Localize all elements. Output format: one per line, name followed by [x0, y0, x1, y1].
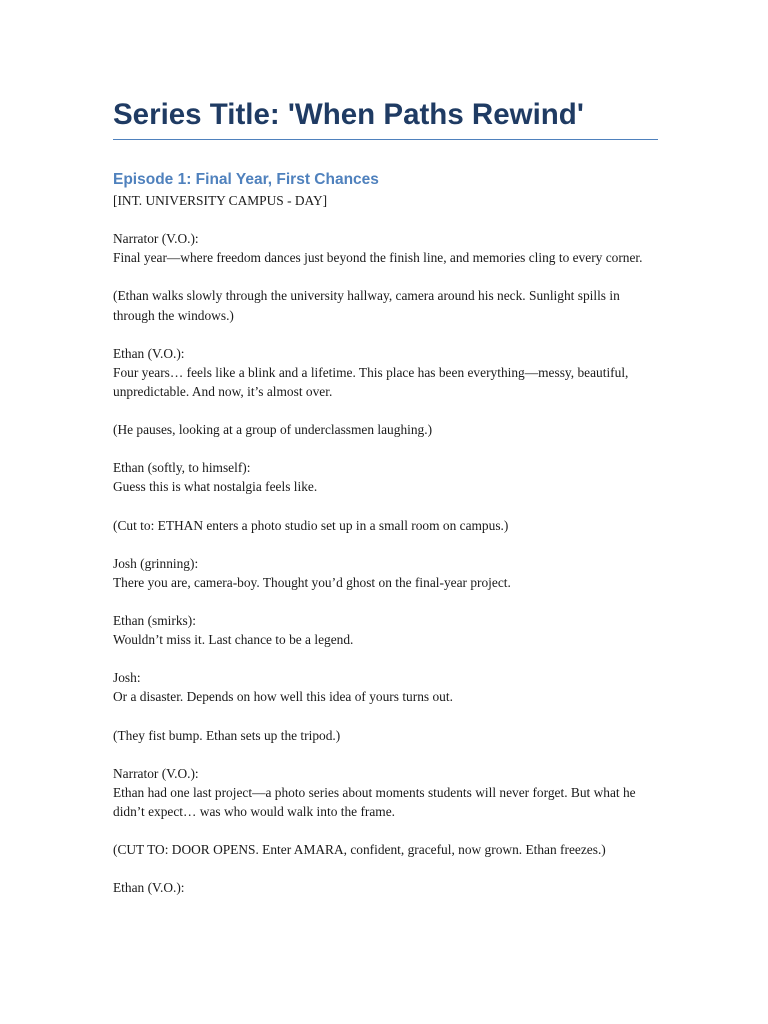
speaker-line: Josh:	[113, 670, 141, 686]
script-paragraph	[113, 554, 658, 592]
speaker-line: Ethan (softly, to himself):	[113, 460, 251, 476]
speaker-line: Ethan (smirks):	[113, 613, 196, 629]
speaker-line: Ethan (V.O.):	[113, 345, 185, 361]
page-title: Series Title: 'When Paths Rewind'	[113, 96, 658, 140]
script-paragraph	[113, 726, 658, 745]
script-paragraph	[113, 458, 658, 496]
script-paragraph	[113, 229, 658, 267]
script-paragraph	[113, 420, 658, 439]
script-paragraph	[113, 611, 658, 649]
script-line: [INT. UNIVERSITY CAMPUS - DAY]	[113, 193, 328, 208]
script-paragraph	[113, 516, 658, 535]
script-paragraph	[113, 286, 658, 324]
speaker-line: Narrator (V.O.):	[113, 765, 199, 781]
script-paragraph	[113, 668, 658, 706]
script-line: There you are, camera-boy. Thought you’d ghost on the final-year project.	[113, 574, 511, 590]
script-line: (Ethan walks slowly through the university hallway, camera around his neck. Sunlight spills in through the windows.)	[113, 288, 620, 323]
script-line: Ethan (V.O.):	[113, 880, 185, 896]
script-paragraph	[113, 191, 658, 210]
script-paragraph	[113, 764, 658, 821]
episode-heading: Episode 1: Final Year, First Chances	[113, 171, 379, 188]
script-body	[113, 191, 658, 897]
speaker-line: Narrator (V.O.):	[113, 231, 199, 247]
document-page	[113, 96, 658, 917]
script-line: (They fist bump. Ethan sets up the tripod.)	[113, 727, 341, 743]
script-line: (CUT TO: DOOR OPENS. Enter AMARA, confident, graceful, now grown. Ethan freezes.)	[113, 842, 606, 858]
script-paragraph	[113, 878, 658, 897]
script-line: (He pauses, looking at a group of underclassmen laughing.)	[113, 422, 433, 438]
script-line: Wouldn’t miss it. Last chance to be a legend.	[113, 632, 354, 648]
script-line: (Cut to: ETHAN enters a photo studio set up in a small room on campus.)	[113, 517, 509, 533]
script-line: Four years… feels like a blink and a lifetime. This place has been everything—messy, beautiful, unpredictable. And now, it’s almost over.	[113, 364, 629, 399]
script-line: Or a disaster. Depends on how well this idea of yours turns out.	[113, 689, 453, 705]
script-paragraph	[113, 344, 658, 401]
script-line: Guess this is what nostalgia feels like.	[113, 479, 318, 495]
script-paragraph	[113, 840, 658, 859]
speaker-line: Josh (grinning):	[113, 555, 199, 571]
script-line: Ethan had one last project—a photo series about moments students will never forget. But what he didn’t expect… was who would walk into the frame.	[113, 784, 636, 819]
script-line: Final year—where freedom dances just beyond the finish line, and memories cling to every corner.	[113, 250, 643, 266]
